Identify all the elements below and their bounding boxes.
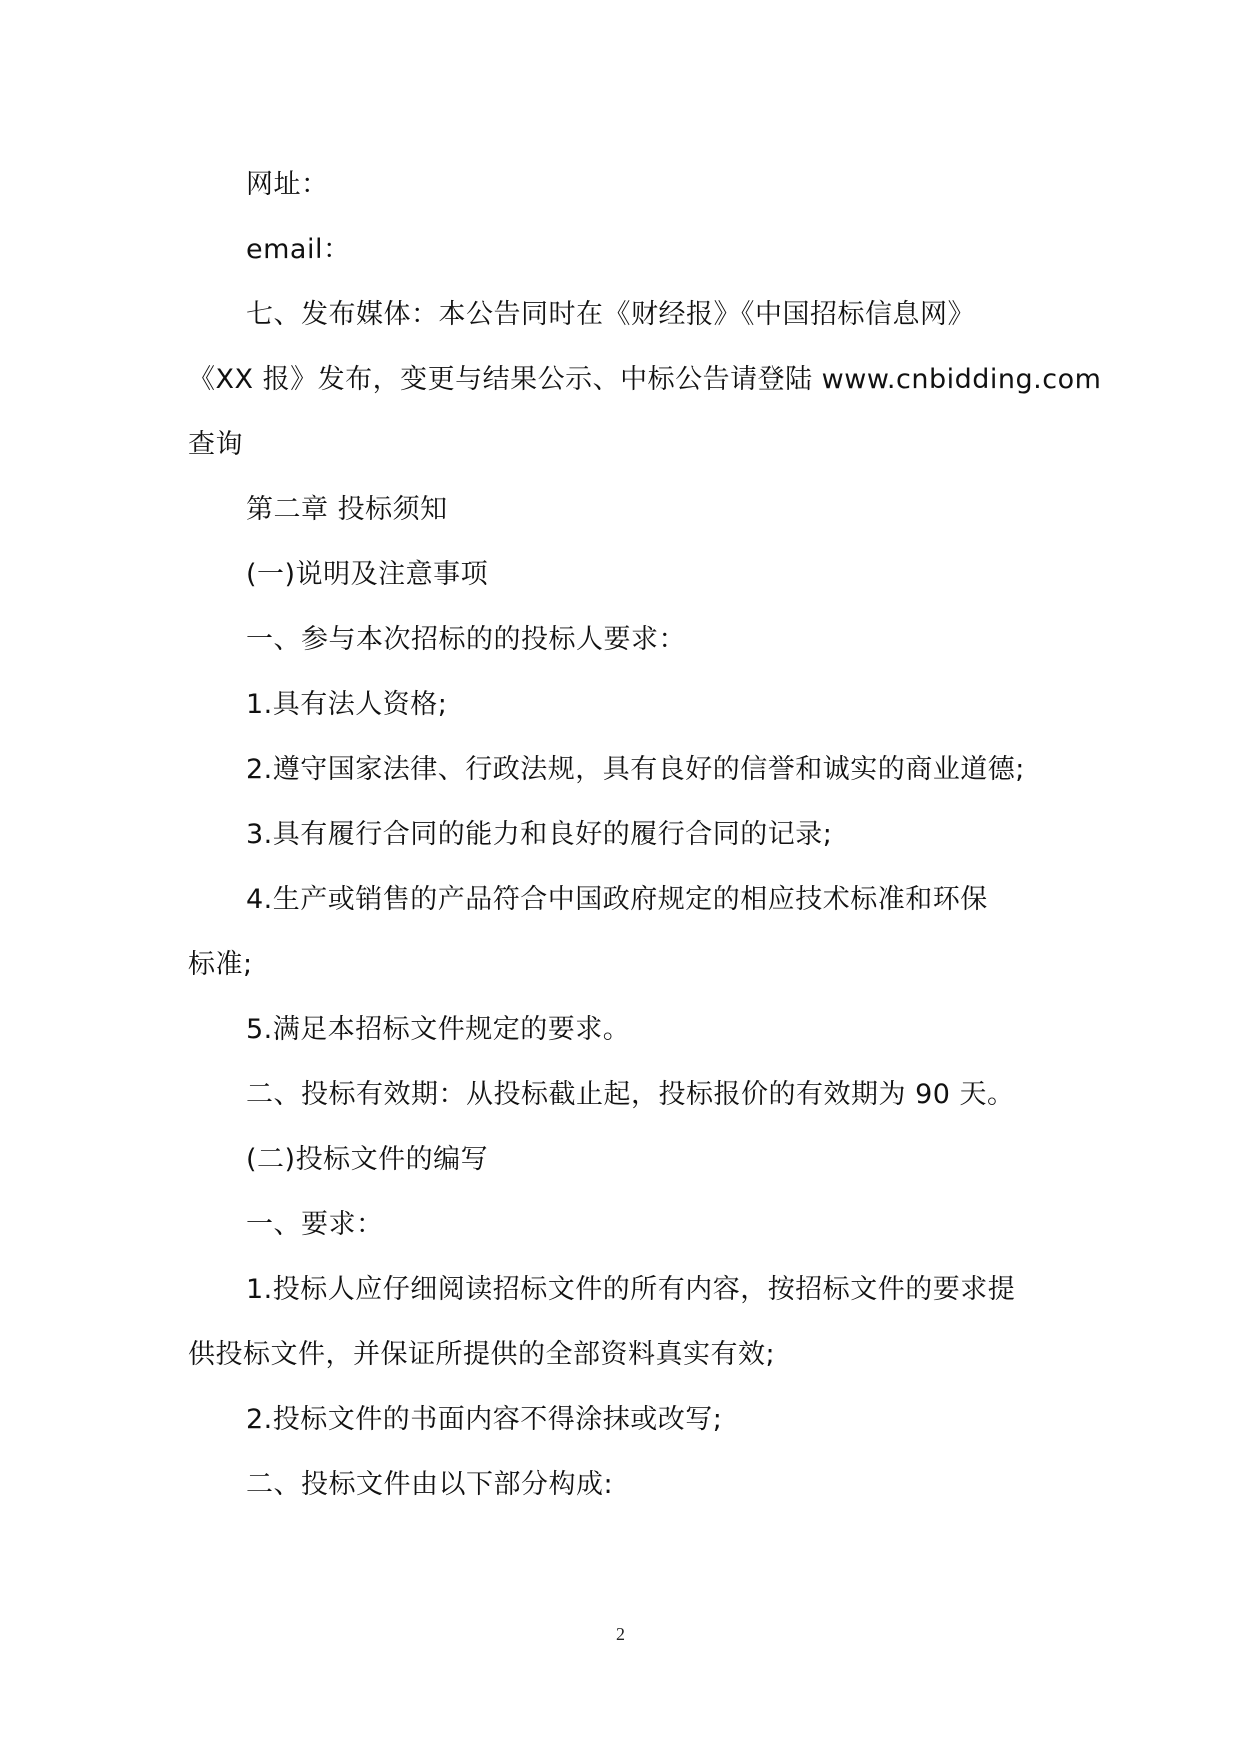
requirement-item-1: 1.具有法人资格; bbox=[246, 689, 448, 720]
text-line-media-3: 查询 bbox=[188, 429, 243, 460]
requirement-item-3: 3.具有履行合同的能力和良好的履行合同的记录; bbox=[246, 819, 833, 850]
writing-item-1-line-1: 1.投标人应仔细阅读招标文件的所有内容，按招标文件的要求提 bbox=[246, 1274, 1016, 1305]
composition-heading: 二、投标文件由以下部分构成: bbox=[246, 1469, 614, 1500]
section-heading-writing: (二)投标文件的编写 bbox=[246, 1144, 489, 1175]
text-line-email: email： bbox=[246, 234, 351, 265]
document-body bbox=[188, 152, 1102, 1517]
requirement-item-5: 5.满足本招标文件规定的要求。 bbox=[246, 1014, 631, 1045]
page-number: 2 bbox=[616, 1624, 625, 1644]
chapter-heading: 第二章 投标须知 bbox=[246, 494, 448, 525]
text-line-media-1: 七、发布媒体：本公告同时在《财经报》《中国招标信息网》 bbox=[246, 299, 975, 330]
requirement-heading: 一、参与本次招标的的投标人要求： bbox=[246, 624, 686, 655]
writing-requirements-heading: 一、要求： bbox=[246, 1209, 384, 1240]
section-heading-notes: (一)说明及注意事项 bbox=[246, 559, 489, 590]
text-line-media-2: 《XX 报》发布，变更与结果公示、中标公告请登陆 www.cnbidding.com bbox=[188, 364, 1102, 395]
writing-item-1-line-2: 供投标文件，并保证所提供的全部资料真实有效; bbox=[188, 1339, 776, 1370]
validity-period: 二、投标有效期：从投标截止起，投标报价的有效期为 90 天。 bbox=[246, 1079, 1015, 1110]
text-line-website: 网址： bbox=[246, 169, 329, 200]
requirement-item-2: 2.遵守国家法律、行政法规，具有良好的信誉和诚实的商业道德; bbox=[246, 754, 1025, 785]
writing-item-2: 2.投标文件的书面内容不得涂抹或改写; bbox=[246, 1404, 723, 1435]
requirement-item-4-line-2: 标准; bbox=[188, 949, 253, 980]
requirement-item-4-line-1: 4.生产或销售的产品符合中国政府规定的相应技术标准和环保 bbox=[246, 884, 988, 915]
